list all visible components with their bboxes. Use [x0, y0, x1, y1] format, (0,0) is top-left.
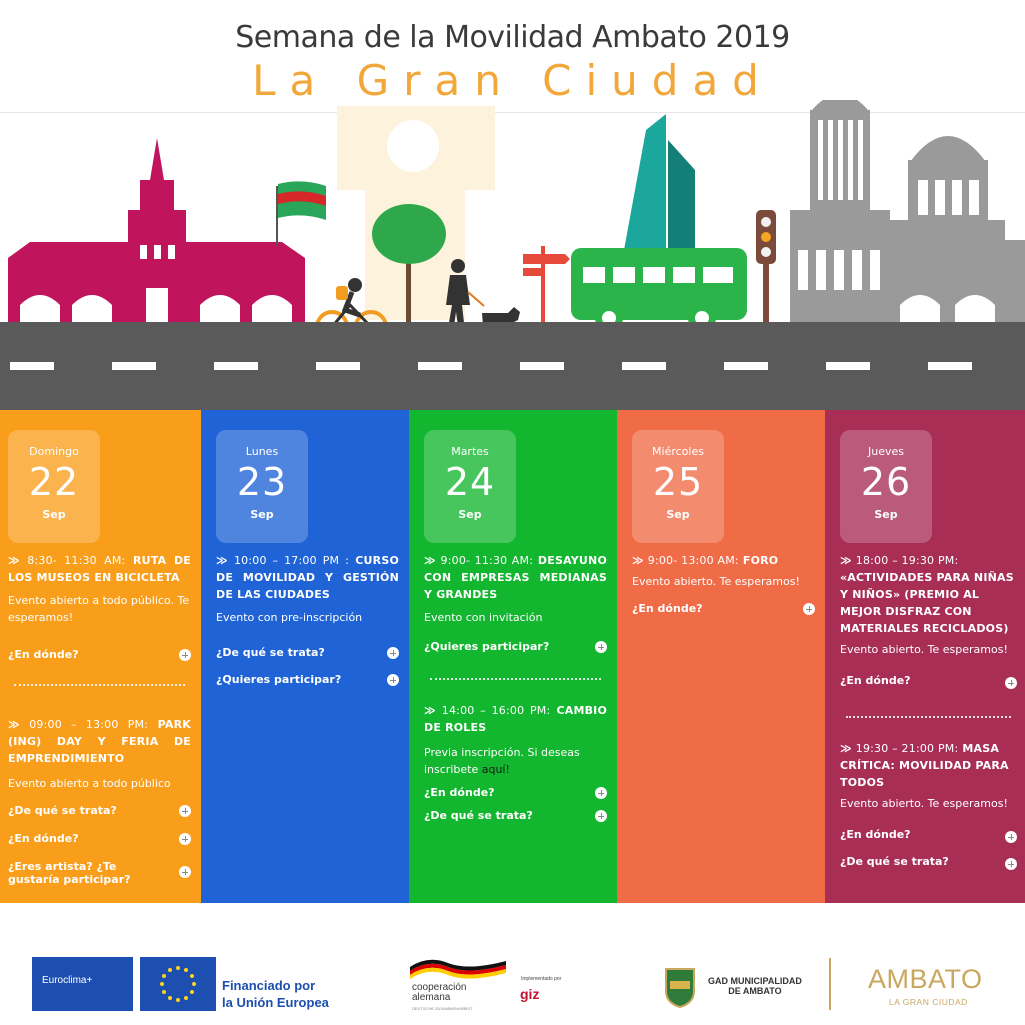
- gad-line: GAD MUNICIPALIDAD: [708, 976, 802, 986]
- date-badge: [632, 430, 724, 543]
- plus-icon[interactable]: [595, 810, 607, 822]
- road: [0, 322, 1025, 410]
- day-number: 25: [652, 460, 704, 504]
- month-label: Sep: [42, 508, 66, 521]
- day-events: [840, 552, 1017, 869]
- plus-icon[interactable]: [179, 649, 191, 661]
- bus: [571, 248, 747, 332]
- description-text: Previa inscripción. Si deseas inscribete: [424, 746, 580, 776]
- city-scene-illustration: [0, 100, 1025, 410]
- link-participate[interactable]: [424, 640, 607, 654]
- month-label: Sep: [458, 508, 482, 521]
- gad-line: DE AMBATO: [728, 986, 782, 996]
- plus-icon[interactable]: [1005, 677, 1017, 689]
- day-column-wednesday: [617, 410, 825, 903]
- link-artist[interactable]: [8, 860, 191, 886]
- link-where[interactable]: [424, 786, 607, 800]
- event-title: ≫ 9:00- 13:00 AM: FORO: [632, 554, 779, 567]
- link-label: ¿En dónde?: [840, 674, 911, 687]
- link-where[interactable]: [8, 648, 191, 662]
- plus-icon[interactable]: [595, 787, 607, 799]
- event-time: 18:00 – 19:30 PM:: [855, 554, 959, 567]
- euroclima-logo: [32, 957, 133, 1011]
- day-events: [8, 552, 191, 886]
- day-events: [632, 552, 815, 616]
- eu-funding-line: Financiado por: [222, 978, 316, 993]
- event-time: 19:30 – 21:00 PM:: [855, 742, 959, 755]
- coop-line: cooperación: [412, 982, 467, 993]
- coop-line: alemana: [412, 992, 451, 1003]
- link-label: ¿En dónde?: [632, 602, 703, 615]
- day-number: 26: [860, 460, 912, 504]
- signup-link[interactable]: aquí!: [481, 763, 510, 776]
- schedule-columns: [0, 410, 1025, 903]
- event-time: 10:00 – 17:00 PM :: [233, 554, 350, 567]
- eu-funding-text: [222, 977, 329, 1011]
- event-time: 9:00- 11:30 AM:: [440, 554, 534, 567]
- cooperacion-alemana-text: [412, 983, 466, 1003]
- giz-wordmark: giz: [520, 986, 540, 1002]
- link-where[interactable]: [632, 602, 815, 616]
- event-name: FORO: [742, 554, 779, 567]
- link-label: ¿En dónde?: [8, 648, 79, 661]
- event-title: ≫ 9:00- 11:30 AM: DESAYUNO CON EMPRESAS MEDIANAS Y GRANDES: [424, 554, 608, 601]
- event-description: Evento abierto a todo público. Te esperamos!: [8, 594, 190, 624]
- day-column-sunday: [0, 410, 201, 903]
- date-badge: [840, 430, 932, 543]
- ambato-shield-icon: [662, 965, 698, 1009]
- event-description: Evento con pre-inscripción: [216, 611, 363, 624]
- link-label: ¿Eres artista? ¿Te gustaría participar?: [8, 860, 131, 886]
- day-events: [216, 552, 399, 687]
- month-label: Sep: [874, 508, 898, 521]
- day-column-monday: [201, 410, 409, 903]
- day-name: Miércoles: [652, 445, 704, 458]
- event-time: 9:00- 13:00 AM:: [647, 554, 739, 567]
- event-time: 09:00 – 13:00 PM:: [29, 718, 149, 731]
- signpost: [523, 246, 570, 328]
- event-description: Evento abierto a todo público: [8, 777, 171, 790]
- date-badge: [216, 430, 308, 543]
- header: [0, 0, 1025, 110]
- gad-municipalidad-text: [708, 976, 802, 996]
- link-label: ¿En dónde?: [8, 832, 79, 845]
- ambato-tagline: LA GRAN CIUDAD: [889, 997, 968, 1007]
- event-time: 14:00 – 16:00 PM:: [441, 704, 551, 717]
- event-time: 8:30- 11:30 AM:: [27, 554, 126, 567]
- link-label: ¿De qué se trata?: [424, 809, 533, 822]
- event-description: Evento abierto. Te esperamos!: [632, 575, 800, 588]
- link-label: ¿En dónde?: [840, 828, 911, 841]
- link-label: ¿De qué se trata?: [216, 646, 325, 659]
- link-participate[interactable]: [216, 673, 399, 687]
- link-where[interactable]: [8, 832, 191, 846]
- plus-icon[interactable]: [387, 674, 399, 686]
- dotted-divider: [846, 716, 1011, 718]
- plus-icon[interactable]: [179, 866, 191, 878]
- link-what[interactable]: [8, 804, 191, 818]
- event-name: RUTA DE LOS MUSEOS EN BICICLETA: [8, 554, 191, 584]
- event-description: Evento abierto. Te esperamos!: [840, 797, 1008, 810]
- day-name: Lunes: [245, 445, 279, 458]
- event-name: DESAYUNO CON EMPRESAS MEDIANAS Y GRANDES: [424, 554, 608, 601]
- traffic-light: [756, 210, 776, 330]
- event-description: [424, 744, 607, 778]
- event-title: ≫ 8:30- 11:30 AM: RUTA DE LOS MUSEOS EN BICICLETA: [8, 554, 191, 584]
- plus-icon[interactable]: [595, 641, 607, 653]
- event-title: ≫ 14:00 – 16:00 PM: CAMBIO DE ROLES: [424, 704, 608, 734]
- implemented-by-text: Implementado por: [521, 976, 562, 982]
- link-where[interactable]: [840, 828, 1017, 842]
- day-name: Martes: [451, 445, 489, 458]
- day-events: [424, 552, 607, 823]
- month-label: Sep: [666, 508, 690, 521]
- link-label: ¿Quieres participar?: [216, 673, 342, 686]
- event-description: Evento abierto. Te esperamos!: [840, 643, 1008, 656]
- date-badge: [424, 430, 516, 543]
- page-subtitle: La Gran Ciudad: [252, 56, 773, 105]
- skyscraper: [624, 114, 695, 250]
- event-name: MASA CRÍTICA: MOVILIDAD PARA TODOS: [840, 742, 1009, 789]
- ambato-wordmark: AMBATO: [868, 964, 983, 994]
- eu-flag-logo: [140, 957, 216, 1011]
- date-badge: [8, 430, 100, 543]
- dotted-divider: [14, 684, 185, 686]
- eu-stars-icon: [140, 957, 216, 1011]
- event-title: ≫ 19:30 – 21:00 PM: MASA CRÍTICA: MOVILIDAD PARA TODOS: [840, 742, 1009, 789]
- dotted-divider: [430, 678, 601, 680]
- day-column-thursday: [825, 410, 1025, 903]
- event-name: «ACTIVIDADES PARA NIÑAS Y NIÑOS» (PREMIO AL MEJOR DISFRAZ CON MATERIALES RECICLADOS): [840, 571, 1014, 635]
- plus-icon[interactable]: [179, 805, 191, 817]
- link-label: ¿De qué se trata?: [840, 855, 949, 868]
- plus-icon[interactable]: [387, 647, 399, 659]
- month-label: Sep: [250, 508, 274, 521]
- plus-icon[interactable]: [803, 603, 815, 615]
- day-number: 22: [28, 460, 80, 504]
- event-description: Evento con invitación: [424, 611, 543, 624]
- link-where[interactable]: [840, 674, 1017, 688]
- day-name: Jueves: [868, 445, 904, 458]
- day-column-tuesday: [409, 410, 617, 903]
- plus-icon[interactable]: [1005, 858, 1017, 870]
- giz-logo: [408, 955, 588, 1015]
- event-title: ≫ 18:00 – 19:30 PM: «ACTIVIDADES PARA NIÑAS Y NIÑOS» (PREMIO AL MEJOR DISFRAZ CON MATERIALES RECICLADOS): [840, 554, 1014, 635]
- link-label: ¿En dónde?: [424, 786, 495, 799]
- euroclima-label: Euroclima+: [42, 975, 93, 986]
- event-title: ≫ 10:00 – 17:00 PM : CURSO DE MOVILIDAD Y GESTIÓN DE LAS CIUDADES: [216, 554, 399, 601]
- footer-divider: [829, 958, 831, 1010]
- eu-funding-line: la Unión Europea: [222, 995, 329, 1010]
- link-what[interactable]: [424, 809, 607, 823]
- page-title: Semana de la Movilidad Ambato 2019: [235, 20, 790, 55]
- day-number: 24: [444, 460, 496, 504]
- link-label: ¿De qué se trata?: [8, 804, 117, 817]
- coop-small-text: DEUTSCHE ZUSAMMENARBEIT: [412, 1006, 473, 1011]
- plus-icon[interactable]: [1005, 831, 1017, 843]
- day-name: Domingo: [29, 445, 79, 458]
- event-name: PARK (ING) DAY Y FERIA DE EMPRENDIMIENTO: [8, 718, 192, 765]
- link-what[interactable]: [216, 646, 399, 660]
- event-name: CURSO DE MOVILIDAD Y GESTIÓN DE LAS CIUDADES: [216, 554, 399, 601]
- day-number: 23: [236, 460, 288, 504]
- flags-swoosh-icon: [408, 955, 508, 985]
- plus-icon[interactable]: [179, 833, 191, 845]
- link-what[interactable]: [840, 855, 1017, 869]
- event-title: ≫ 09:00 – 13:00 PM: PARK (ING) DAY Y FERIA DE EMPRENDIMIENTO: [8, 718, 192, 765]
- event-name: CAMBIO DE ROLES: [424, 704, 608, 734]
- link-label: ¿Quieres participar?: [424, 640, 550, 653]
